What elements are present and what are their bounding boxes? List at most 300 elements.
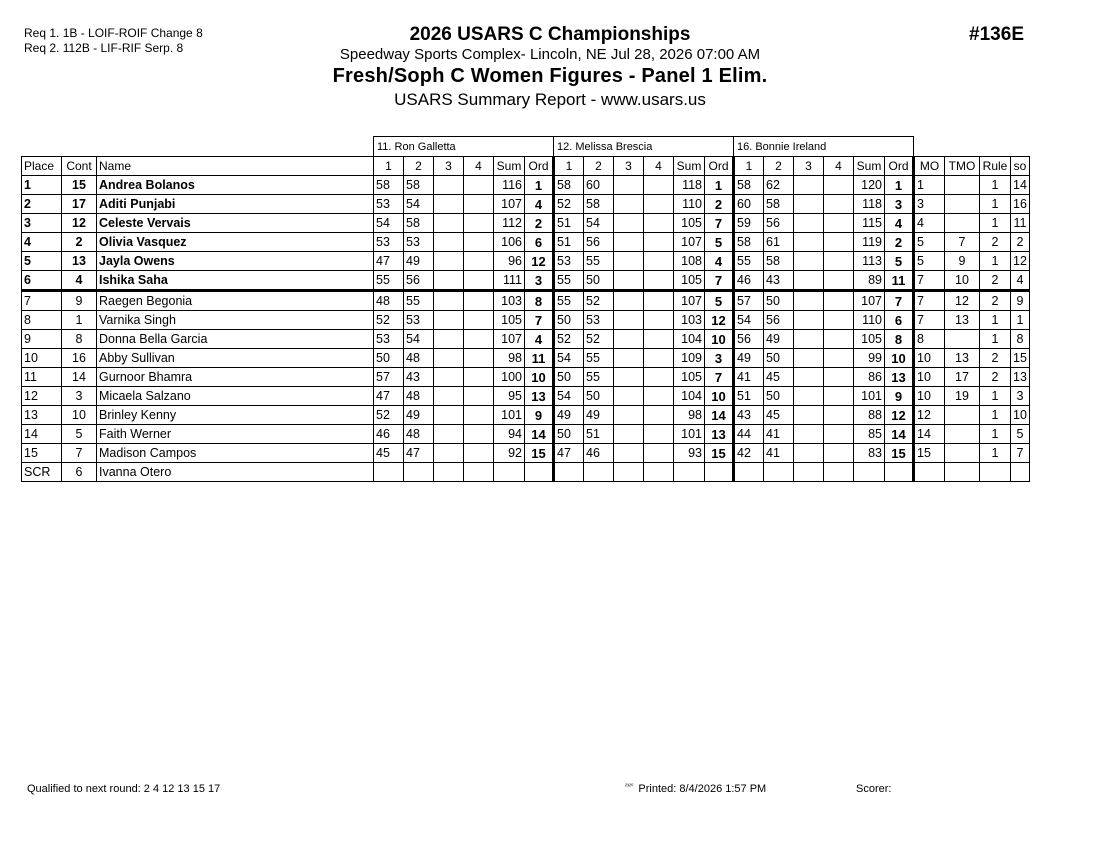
cell-judge3-ord: 3 bbox=[885, 195, 914, 214]
cell-judge3-score3 bbox=[794, 463, 824, 482]
cell-tmo: 13 bbox=[945, 311, 980, 330]
cell-judge2-score1: 50 bbox=[554, 311, 584, 330]
table-row bbox=[22, 271, 1030, 291]
cell-judge1-sum: 111 bbox=[494, 271, 525, 291]
cell-judge2-score4 bbox=[644, 406, 674, 425]
cell-judge2-score1: 52 bbox=[554, 330, 584, 349]
col-header-judge2-j2: 2 bbox=[584, 157, 614, 176]
cell-judge1-score1: 53 bbox=[374, 195, 404, 214]
cell-so: 12 bbox=[1011, 252, 1030, 271]
cell-rule: 1 bbox=[980, 406, 1011, 425]
col-header-judge3-sum: Sum bbox=[854, 157, 885, 176]
cell-judge1-score4 bbox=[464, 233, 494, 252]
cell-judge3-sum bbox=[854, 463, 885, 482]
cell-mo: 12 bbox=[914, 406, 945, 425]
col-header-judge2-j4: 4 bbox=[644, 157, 674, 176]
cell-judge2-score3 bbox=[614, 214, 644, 233]
cell-judge1-score1: 48 bbox=[374, 291, 404, 311]
cell-mo: 14 bbox=[914, 425, 945, 444]
table-row bbox=[22, 387, 1030, 406]
cell-cont: 9 bbox=[62, 291, 97, 311]
cell-cont: 8 bbox=[62, 330, 97, 349]
cell-judge1-score1 bbox=[374, 463, 404, 482]
event-number: #136E bbox=[969, 24, 1024, 45]
cell-judge3-score3 bbox=[794, 214, 824, 233]
col-header-judge1-j3: 3 bbox=[434, 157, 464, 176]
cell-judge3-score2: 50 bbox=[764, 349, 794, 368]
cell-judge1-score2: 54 bbox=[404, 330, 434, 349]
col-header-judge3-j2: 2 bbox=[764, 157, 794, 176]
cell-cont: 15 bbox=[62, 176, 97, 195]
cell-judge1-score1: 45 bbox=[374, 444, 404, 463]
cell-judge1-score1: 58 bbox=[374, 176, 404, 195]
cell-judge3-sum: 119 bbox=[854, 233, 885, 252]
cell-place: 3 bbox=[22, 214, 62, 233]
cell-judge3-score4 bbox=[824, 214, 854, 233]
cell-judge2-ord: 2 bbox=[705, 195, 734, 214]
cell-judge3-sum: 115 bbox=[854, 214, 885, 233]
cell-judge1-sum: 106 bbox=[494, 233, 525, 252]
printed-timestamp bbox=[625, 783, 766, 795]
cell-judge1-score2: 48 bbox=[404, 425, 434, 444]
cell-so: 7 bbox=[1011, 444, 1030, 463]
cell-judge2-score3 bbox=[614, 444, 644, 463]
requirement-1: Req 1. 1B - LOIF-ROIF Change 8 bbox=[24, 26, 203, 40]
cell-rule: 2 bbox=[980, 349, 1011, 368]
cell-judge3-score1: 43 bbox=[734, 406, 764, 425]
cell-cont: 14 bbox=[62, 368, 97, 387]
cell-judge2-sum: 93 bbox=[674, 444, 705, 463]
cell-judge2-score1: 47 bbox=[554, 444, 584, 463]
cell-rule: 1 bbox=[980, 214, 1011, 233]
cell-judge1-score2: 49 bbox=[404, 252, 434, 271]
cell-judge2-ord: 14 bbox=[705, 406, 734, 425]
cell-name: Gurnoor Bhamra bbox=[97, 368, 374, 387]
col-header-judge3-j4: 4 bbox=[824, 157, 854, 176]
cell-judge3-score4 bbox=[824, 406, 854, 425]
cell-judge1-score4 bbox=[464, 195, 494, 214]
cell-judge2-ord: 7 bbox=[705, 214, 734, 233]
cell-judge1-score3 bbox=[434, 291, 464, 311]
cell-judge2-score1: 55 bbox=[554, 271, 584, 291]
cell-judge1-sum: 98 bbox=[494, 349, 525, 368]
cell-judge1-score3 bbox=[434, 252, 464, 271]
cell-judge3-ord: 4 bbox=[885, 214, 914, 233]
cell-judge3-score4 bbox=[824, 311, 854, 330]
cell-judge2-ord: 10 bbox=[705, 387, 734, 406]
cell-tmo bbox=[945, 214, 980, 233]
cell-rule: 2 bbox=[980, 233, 1011, 252]
venue-line: Speedway Sports Complex- Lincoln, NE Jul 28, 2026 07:00 AM bbox=[339, 46, 761, 63]
cell-judge1-score4 bbox=[464, 271, 494, 291]
cell-judge1-score3 bbox=[434, 444, 464, 463]
cell-judge3-score2: 56 bbox=[764, 311, 794, 330]
cell-judge1-score2: 49 bbox=[404, 406, 434, 425]
cell-judge1-score1: 52 bbox=[374, 406, 404, 425]
cell-judge3-score4 bbox=[824, 444, 854, 463]
cell-judge1-ord: 6 bbox=[525, 233, 554, 252]
cell-judge1-score1: 46 bbox=[374, 425, 404, 444]
cell-tmo bbox=[945, 195, 980, 214]
cell-judge2-ord: 3 bbox=[705, 349, 734, 368]
cell-judge3-score1: 58 bbox=[734, 233, 764, 252]
cell-judge1-score4 bbox=[464, 214, 494, 233]
cell-mo: 5 bbox=[914, 233, 945, 252]
cell-judge2-sum: 103 bbox=[674, 311, 705, 330]
cell-name: Olivia Vasquez bbox=[97, 233, 374, 252]
cell-judge1-score3 bbox=[434, 233, 464, 252]
cell-judge2-score4 bbox=[644, 176, 674, 195]
cell-judge1-ord: 9 bbox=[525, 406, 554, 425]
cell-judge3-score2: 45 bbox=[764, 368, 794, 387]
cell-place: 1 bbox=[22, 176, 62, 195]
cell-place: 13 bbox=[22, 406, 62, 425]
cell-judge2-sum: 101 bbox=[674, 425, 705, 444]
cell-cont: 7 bbox=[62, 444, 97, 463]
cell-judge3-ord: 1 bbox=[885, 176, 914, 195]
cell-judge3-sum: 88 bbox=[854, 406, 885, 425]
requirement-2: Req 2. 112B - LIF-RIF Serp. 8 bbox=[24, 41, 184, 55]
cell-judge3-score2: 45 bbox=[764, 406, 794, 425]
cell-judge1-score4 bbox=[464, 406, 494, 425]
cell-judge1-ord: 1 bbox=[525, 176, 554, 195]
cell-judge1-score2: 43 bbox=[404, 368, 434, 387]
cell-judge1-score4 bbox=[464, 311, 494, 330]
cell-judge1-ord: 12 bbox=[525, 252, 554, 271]
cell-judge3-score2 bbox=[764, 463, 794, 482]
cell-judge3-ord bbox=[885, 463, 914, 482]
cell-cont: 13 bbox=[62, 252, 97, 271]
cell-judge2-score3 bbox=[614, 233, 644, 252]
cell-judge3-ord: 13 bbox=[885, 368, 914, 387]
cell-judge1-score2 bbox=[404, 463, 434, 482]
col-header-judge1-j1: 1 bbox=[374, 157, 404, 176]
cell-judge3-score4 bbox=[824, 271, 854, 291]
cell-name: Aditi Punjabi bbox=[97, 195, 374, 214]
cell-judge2-score2: 52 bbox=[584, 291, 614, 311]
cell-judge2-score2: 50 bbox=[584, 271, 614, 291]
cell-judge1-score2: 58 bbox=[404, 214, 434, 233]
cell-so: 1 bbox=[1011, 311, 1030, 330]
results-table bbox=[21, 136, 1030, 482]
cell-judge2-score1: 50 bbox=[554, 425, 584, 444]
cell-so: 5 bbox=[1011, 425, 1030, 444]
cell-judge1-sum: 105 bbox=[494, 311, 525, 330]
col-header-judge1-j4: 4 bbox=[464, 157, 494, 176]
cell-cont: 16 bbox=[62, 349, 97, 368]
cell-judge1-ord: 8 bbox=[525, 291, 554, 311]
cell-judge2-sum: 109 bbox=[674, 349, 705, 368]
cell-judge1-score4 bbox=[464, 349, 494, 368]
judge-1-name: 11. Ron Galletta bbox=[374, 137, 554, 157]
cell-judge2-score3 bbox=[614, 291, 644, 311]
cell-tmo: 10 bbox=[945, 271, 980, 291]
cell-mo: 10 bbox=[914, 349, 945, 368]
cell-judge3-score4 bbox=[824, 349, 854, 368]
cell-judge1-score4 bbox=[464, 252, 494, 271]
cell-judge1-score3 bbox=[434, 330, 464, 349]
cell-judge2-score4 bbox=[644, 463, 674, 482]
cell-tmo: 19 bbox=[945, 387, 980, 406]
col-header-judge3-j1: 1 bbox=[734, 157, 764, 176]
cell-judge3-score1: 55 bbox=[734, 252, 764, 271]
cell-judge3-score4 bbox=[824, 176, 854, 195]
cell-judge3-score1: 49 bbox=[734, 349, 764, 368]
cell-cont: 6 bbox=[62, 463, 97, 482]
cell-judge1-score3 bbox=[434, 463, 464, 482]
cell-name: Abby Sullivan bbox=[97, 349, 374, 368]
cell-judge2-score4 bbox=[644, 330, 674, 349]
col-header-place: Place bbox=[22, 157, 62, 176]
cell-mo: 3 bbox=[914, 195, 945, 214]
col-header-judge1-j2: 2 bbox=[404, 157, 434, 176]
cell-tmo bbox=[945, 176, 980, 195]
cell-mo: 15 bbox=[914, 444, 945, 463]
cell-judge1-sum: 100 bbox=[494, 368, 525, 387]
cell-judge2-score4 bbox=[644, 311, 674, 330]
cell-judge1-score3 bbox=[434, 311, 464, 330]
table-row bbox=[22, 311, 1030, 330]
cell-judge3-score3 bbox=[794, 291, 824, 311]
qualified-list: Qualified to next round: 2 4 12 13 15 17 bbox=[27, 783, 221, 795]
cell-judge2-score1: 49 bbox=[554, 406, 584, 425]
cell-mo: 8 bbox=[914, 330, 945, 349]
cell-judge1-score3 bbox=[434, 387, 464, 406]
cell-rule: 1 bbox=[980, 387, 1011, 406]
cell-judge1-score3 bbox=[434, 349, 464, 368]
cell-judge2-score2: 55 bbox=[584, 252, 614, 271]
cell-judge2-score2: 60 bbox=[584, 176, 614, 195]
cell-so: 4 bbox=[1011, 271, 1030, 291]
cell-judge1-ord: 4 bbox=[525, 195, 554, 214]
cell-judge3-sum: 86 bbox=[854, 368, 885, 387]
cell-tmo bbox=[945, 444, 980, 463]
cell-judge2-score2: 55 bbox=[584, 349, 614, 368]
table-row bbox=[22, 233, 1030, 252]
cell-judge3-score3 bbox=[794, 176, 824, 195]
cell-judge3-sum: 89 bbox=[854, 271, 885, 291]
cell-judge2-score3 bbox=[614, 195, 644, 214]
cell-judge1-ord: 4 bbox=[525, 330, 554, 349]
cell-judge1-score3 bbox=[434, 271, 464, 291]
cell-judge3-score1: 54 bbox=[734, 311, 764, 330]
cell-rule bbox=[980, 463, 1011, 482]
cell-judge1-score4 bbox=[464, 330, 494, 349]
cell-judge1-score4 bbox=[464, 463, 494, 482]
cell-judge3-score4 bbox=[824, 291, 854, 311]
cell-judge3-ord: 8 bbox=[885, 330, 914, 349]
cell-name: Donna Bella Garcia bbox=[97, 330, 374, 349]
cell-mo: 10 bbox=[914, 387, 945, 406]
event-title: Fresh/Soph C Women Figures - Panel 1 Elim. bbox=[332, 65, 768, 87]
cell-judge1-score2: 58 bbox=[404, 176, 434, 195]
cell-judge3-score4 bbox=[824, 463, 854, 482]
cell-judge3-score4 bbox=[824, 195, 854, 214]
col-header-tmo: TMO bbox=[945, 157, 980, 176]
cell-judge2-score1 bbox=[554, 463, 584, 482]
cell-judge1-score4 bbox=[464, 176, 494, 195]
cell-judge1-score1: 53 bbox=[374, 330, 404, 349]
cell-judge3-score4 bbox=[824, 233, 854, 252]
cell-judge1-ord: 3 bbox=[525, 271, 554, 291]
cell-judge3-score3 bbox=[794, 252, 824, 271]
cell-judge1-score2: 54 bbox=[404, 195, 434, 214]
cell-mo: 7 bbox=[914, 271, 945, 291]
cell-judge3-score2: 61 bbox=[764, 233, 794, 252]
cell-judge1-score3 bbox=[434, 176, 464, 195]
cell-judge1-score4 bbox=[464, 444, 494, 463]
cell-judge2-sum: 104 bbox=[674, 387, 705, 406]
cell-judge2-score3 bbox=[614, 252, 644, 271]
cell-cont: 2 bbox=[62, 233, 97, 252]
cell-name: Brinley Kenny bbox=[97, 406, 374, 425]
cell-judge2-score1: 51 bbox=[554, 214, 584, 233]
cell-judge3-score4 bbox=[824, 252, 854, 271]
cell-so: 15 bbox=[1011, 349, 1030, 368]
cell-judge3-score1: 46 bbox=[734, 271, 764, 291]
cell-tmo bbox=[945, 406, 980, 425]
cell-judge1-score1: 55 bbox=[374, 271, 404, 291]
cell-place: 2 bbox=[22, 195, 62, 214]
cell-judge3-score1 bbox=[734, 463, 764, 482]
cell-judge1-ord: 2 bbox=[525, 214, 554, 233]
cell-judge3-ord: 10 bbox=[885, 349, 914, 368]
cell-judge3-score2: 50 bbox=[764, 291, 794, 311]
cell-judge2-ord: 7 bbox=[705, 271, 734, 291]
cell-judge3-score1: 42 bbox=[734, 444, 764, 463]
cell-place: 10 bbox=[22, 349, 62, 368]
cell-cont: 17 bbox=[62, 195, 97, 214]
cell-judge2-sum bbox=[674, 463, 705, 482]
cell-judge1-sum: 103 bbox=[494, 291, 525, 311]
cell-tmo: 9 bbox=[945, 252, 980, 271]
cell-tmo: 7 bbox=[945, 233, 980, 252]
cell-judge1-ord: 11 bbox=[525, 349, 554, 368]
cell-name: Varnika Singh bbox=[97, 311, 374, 330]
col-header-so: so bbox=[1011, 157, 1030, 176]
cell-judge1-sum: 101 bbox=[494, 406, 525, 425]
cell-judge3-score1: 57 bbox=[734, 291, 764, 311]
table-row bbox=[22, 463, 1030, 482]
cell-tmo bbox=[945, 463, 980, 482]
cell-judge1-ord: 10 bbox=[525, 368, 554, 387]
cell-judge1-score1: 47 bbox=[374, 252, 404, 271]
cell-judge3-score3 bbox=[794, 311, 824, 330]
cell-judge2-score4 bbox=[644, 271, 674, 291]
cell-judge3-score2: 58 bbox=[764, 195, 794, 214]
table-row bbox=[22, 406, 1030, 425]
cell-judge2-sum: 118 bbox=[674, 176, 705, 195]
judge-3-name: 16. Bonnie Ireland bbox=[734, 137, 914, 157]
cell-judge2-ord: 12 bbox=[705, 311, 734, 330]
cell-judge2-score1: 54 bbox=[554, 387, 584, 406]
cell-judge2-score4 bbox=[644, 214, 674, 233]
cell-rule: 2 bbox=[980, 368, 1011, 387]
cell-name: Micaela Salzano bbox=[97, 387, 374, 406]
cell-name: Ivanna Otero bbox=[97, 463, 374, 482]
cell-judge2-ord: 7 bbox=[705, 368, 734, 387]
cell-so: 8 bbox=[1011, 330, 1030, 349]
cell-judge1-ord: 7 bbox=[525, 311, 554, 330]
cell-so: 11 bbox=[1011, 214, 1030, 233]
cell-name: Madison Campos bbox=[97, 444, 374, 463]
cell-judge2-score2: 54 bbox=[584, 214, 614, 233]
judge-2-name: 12. Melissa Brescia bbox=[554, 137, 734, 157]
table-row bbox=[22, 214, 1030, 233]
cell-name: Raegen Begonia bbox=[97, 291, 374, 311]
cell-judge1-score1: 54 bbox=[374, 214, 404, 233]
cell-cont: 4 bbox=[62, 271, 97, 291]
cell-judge2-score3 bbox=[614, 425, 644, 444]
cell-so: 14 bbox=[1011, 176, 1030, 195]
cell-place: 9 bbox=[22, 330, 62, 349]
cell-judge1-score3 bbox=[434, 214, 464, 233]
cell-judge2-score4 bbox=[644, 349, 674, 368]
cell-cont: 1 bbox=[62, 311, 97, 330]
cell-judge3-score2: 50 bbox=[764, 387, 794, 406]
col-header-cont: Cont bbox=[62, 157, 97, 176]
cell-judge3-score2: 41 bbox=[764, 425, 794, 444]
cell-judge2-score2: 58 bbox=[584, 195, 614, 214]
cell-judge2-score3 bbox=[614, 176, 644, 195]
cell-mo: 7 bbox=[914, 291, 945, 311]
cell-judge2-score2: 46 bbox=[584, 444, 614, 463]
col-header-name: Name bbox=[97, 157, 374, 176]
table-row bbox=[22, 425, 1030, 444]
cell-judge1-ord: 13 bbox=[525, 387, 554, 406]
printed-text: Printed: 8/4/2026 1:57 PM bbox=[638, 783, 767, 795]
cell-judge2-score3 bbox=[614, 463, 644, 482]
col-header-mo: MO bbox=[914, 157, 945, 176]
cell-judge3-score3 bbox=[794, 368, 824, 387]
cell-judge2-ord: 5 bbox=[705, 233, 734, 252]
cell-judge1-sum: 92 bbox=[494, 444, 525, 463]
cell-judge2-score2: 49 bbox=[584, 406, 614, 425]
cell-judge1-score4 bbox=[464, 291, 494, 311]
cell-judge1-score2: 47 bbox=[404, 444, 434, 463]
cell-judge3-ord: 2 bbox=[885, 233, 914, 252]
judge-header-row bbox=[22, 137, 1030, 157]
cell-judge2-ord: 15 bbox=[705, 444, 734, 463]
cell-so: 3 bbox=[1011, 387, 1030, 406]
cell-judge3-ord: 9 bbox=[885, 387, 914, 406]
cell-tmo bbox=[945, 330, 980, 349]
cell-judge3-sum: 101 bbox=[854, 387, 885, 406]
cell-judge1-score3 bbox=[434, 425, 464, 444]
page-title: 2026 USARS C Championships bbox=[409, 24, 691, 45]
table-row bbox=[22, 349, 1030, 368]
cell-judge3-sum: 110 bbox=[854, 311, 885, 330]
cell-judge2-sum: 108 bbox=[674, 252, 705, 271]
cell-judge3-sum: 99 bbox=[854, 349, 885, 368]
cell-mo: 5 bbox=[914, 252, 945, 271]
cell-judge3-ord: 6 bbox=[885, 311, 914, 330]
cell-judge3-ord: 11 bbox=[885, 271, 914, 291]
cell-rule: 1 bbox=[980, 252, 1011, 271]
cell-rule: 1 bbox=[980, 176, 1011, 195]
cell-judge2-score4 bbox=[644, 252, 674, 271]
col-header-judge2-j3: 3 bbox=[614, 157, 644, 176]
cell-so: 13 bbox=[1011, 368, 1030, 387]
cell-judge3-score4 bbox=[824, 368, 854, 387]
cell-judge2-sum: 98 bbox=[674, 406, 705, 425]
cell-place: SCR bbox=[22, 463, 62, 482]
table-row bbox=[22, 195, 1030, 214]
cell-judge1-sum: 96 bbox=[494, 252, 525, 271]
table-row bbox=[22, 330, 1030, 349]
cell-judge3-score1: 56 bbox=[734, 330, 764, 349]
cell-judge1-score1: 50 bbox=[374, 349, 404, 368]
